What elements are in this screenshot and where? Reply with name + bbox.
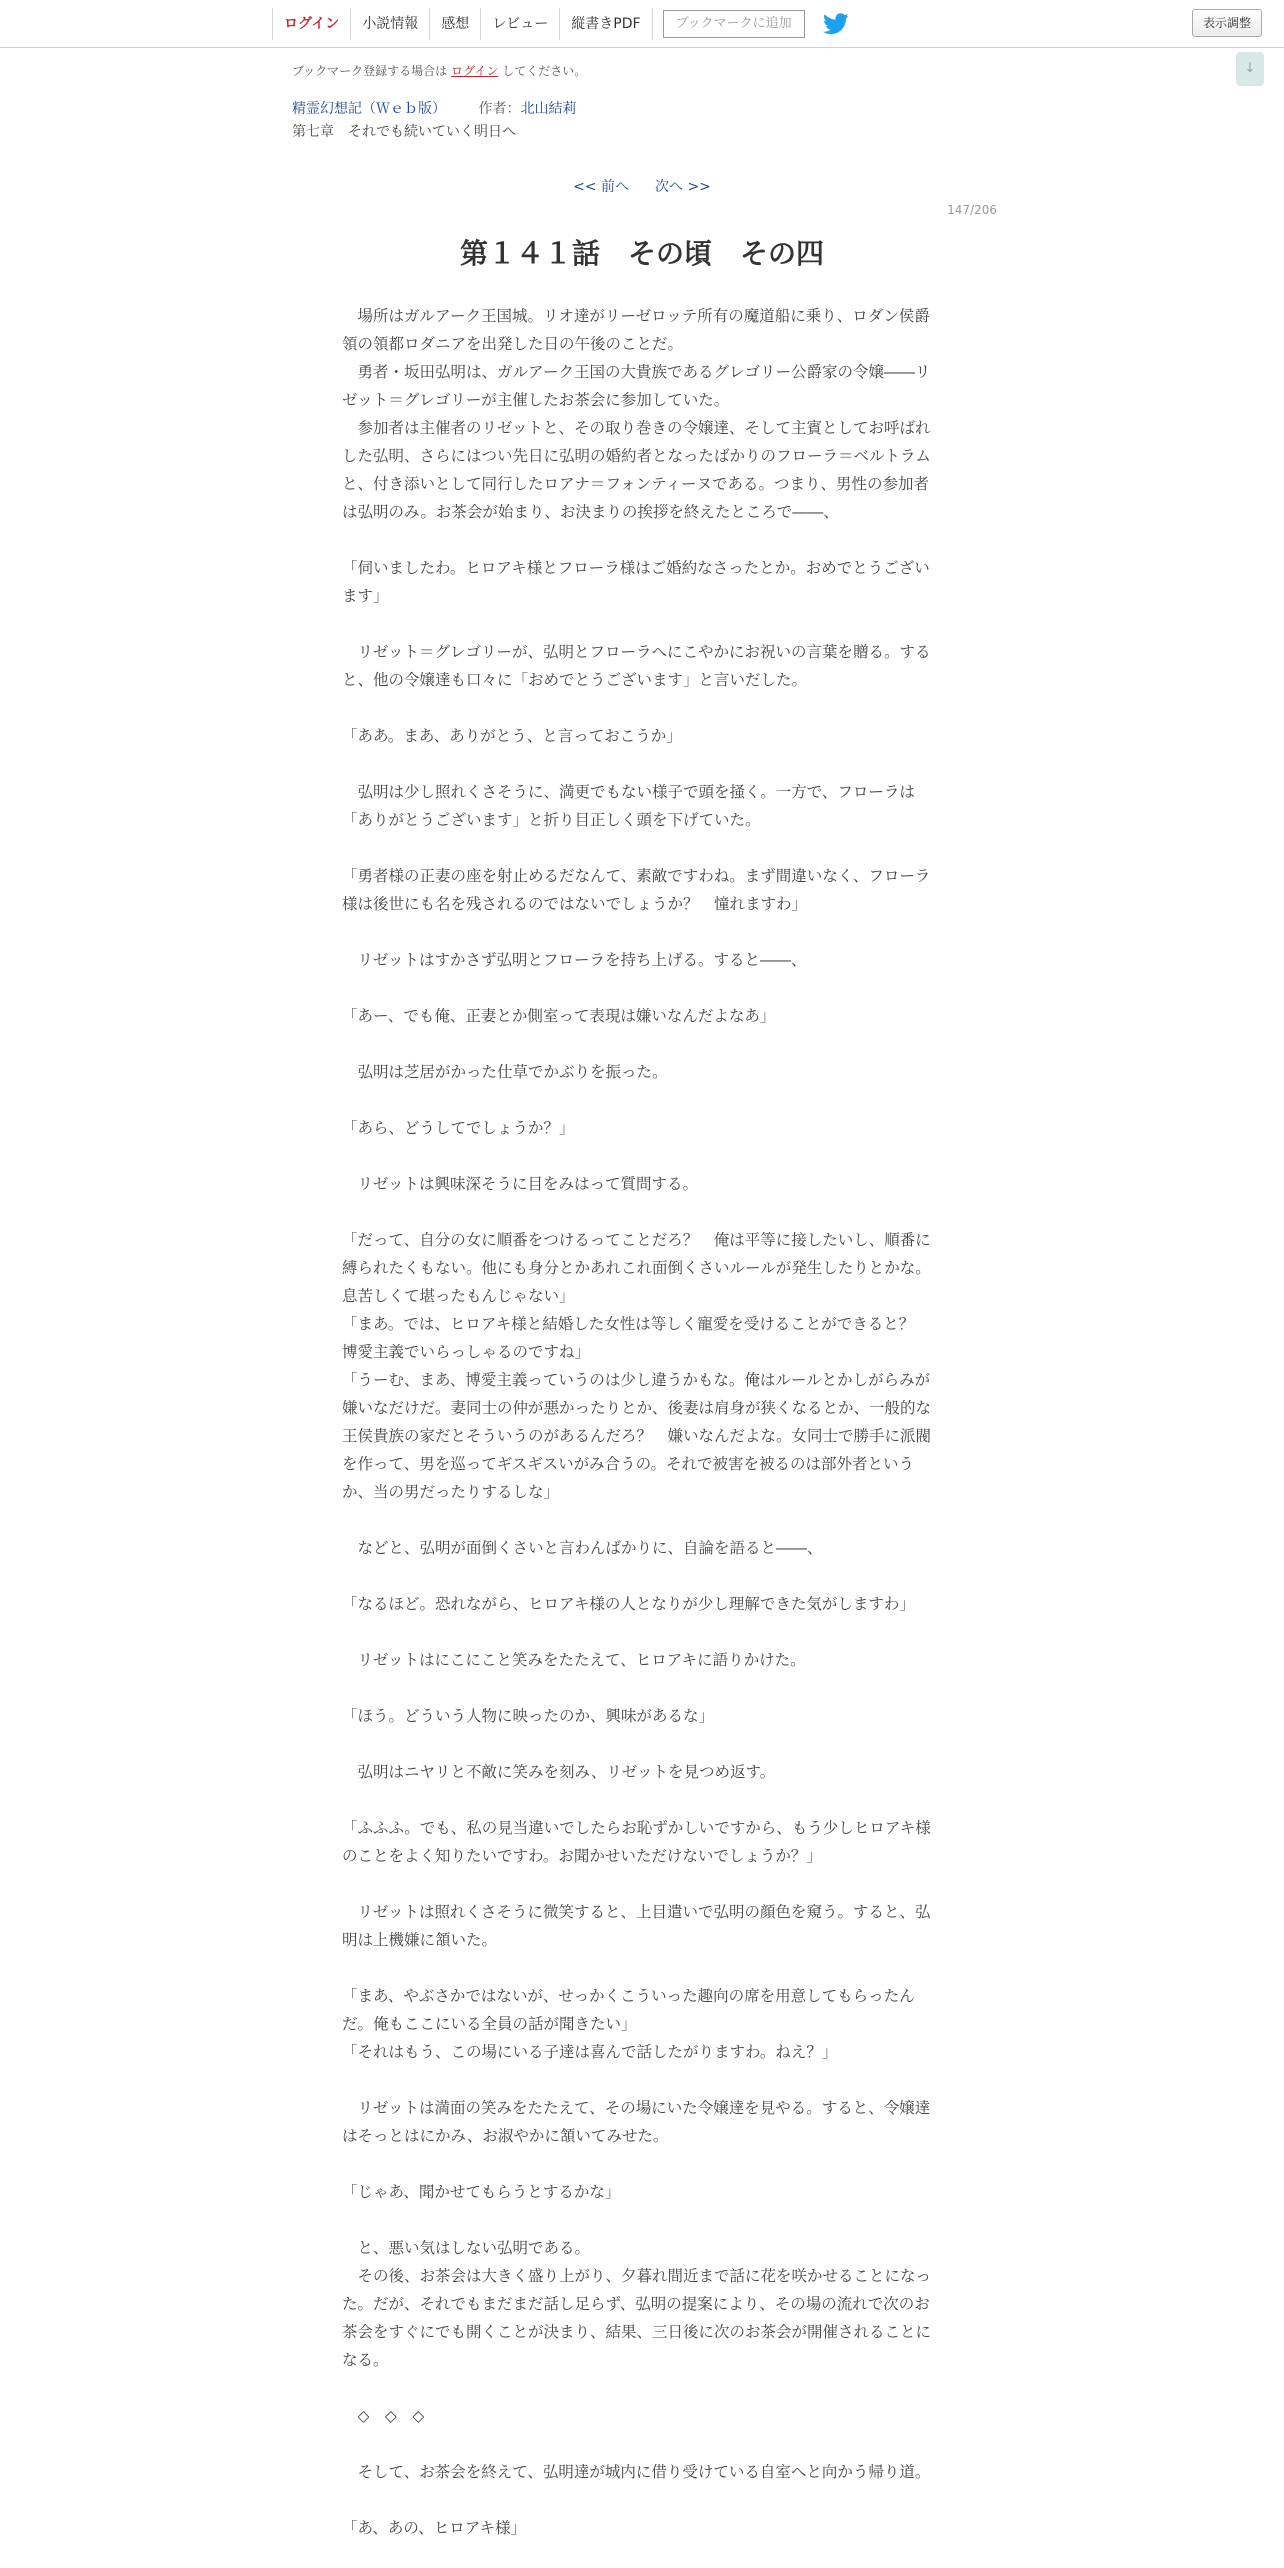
author-link[interactable]: 北山結莉	[520, 101, 577, 117]
body-paragraph: などと、弘明が面倒くさいと言わんばかりに、自論を語ると――、	[342, 1539, 823, 1557]
novel-title-link[interactable]: 精霊幻想記（Ｗｅｂ版）	[292, 101, 446, 117]
body-paragraph: 「あら、どうしてでしょうか？」	[342, 1119, 575, 1137]
body-paragraph	[342, 1954, 942, 1982]
body-paragraph: 弘明は少し照れくさそうに、満更でもない様子で頭を掻く。一方で、フローラは「ありがとうございます」と折り目正しく頭を下げていた。	[342, 783, 915, 829]
body-paragraph	[342, 1030, 942, 1058]
story-body	[342, 302, 942, 2542]
episode-title: 第１４１話 その頃 その四	[459, 237, 824, 270]
body-paragraph: 「まあ。では、ヒロアキ様と結婚した女性は等しく寵愛を受けることができると？ 博愛主義でいらっしゃるのですね」	[342, 1315, 930, 1361]
author-label: 作者：	[478, 101, 521, 117]
body-paragraph	[342, 1562, 942, 1590]
body-paragraph: そして、お茶会を終えて、弘明達が城内に借り受けている自室へと向かう帰り道。	[342, 2463, 931, 2481]
add-bookmark-button[interactable]: ブックマークに追加	[663, 10, 805, 38]
body-paragraph: 「まあ、やぶさかではないが、せっかくこういった趣向の席を用意してもらったんだ。俺もここにいる全員の話が聞きたい」	[342, 1987, 915, 2033]
body-paragraph: 「それはもう、この場にいる子達は喜んで話したがりますわ。ねえ？」	[342, 2043, 838, 2061]
body-paragraph	[342, 1674, 942, 1702]
body-paragraph: リゼットは興味深そうに目をみはって質問する。	[342, 1175, 699, 1193]
chapter-title: 第七章 それでも続いていく明日へ	[292, 124, 516, 140]
scroll-down-button[interactable]: ↓	[1236, 52, 1264, 86]
novel-info-line	[292, 98, 576, 118]
top-nav-bar	[0, 0, 1284, 48]
body-paragraph	[342, 2374, 942, 2402]
body-paragraph: 「ふふふ。でも、私の見当違いでしたらお恥ずかしいですから、もう少しヒロアキ様のことをよく知りたいですわ。お聞かせいただけないでしょうか？」	[342, 1819, 931, 1865]
body-paragraph	[342, 1198, 942, 1226]
nav-impressions[interactable]: 感想	[429, 8, 480, 40]
notice-login-link[interactable]: ログイン	[451, 64, 499, 78]
body-paragraph	[342, 2430, 942, 2458]
body-paragraph: ◇ ◇ ◇	[342, 2407, 425, 2425]
body-paragraph	[342, 526, 942, 554]
body-paragraph: 参加者は主催者のリゼットと、その取り巻きの令嬢達、そして主賓としてお呼ばれした弘明、さらにはつい先日に弘明の婚約者となったばかりのフローラ＝ベルトラムと、付き添いとして同行したロアナ＝フォンティーヌである。つまり、男性の参加者は弘明のみ。お茶会が始まり、お決まりの挨拶を終えたところで――、	[342, 419, 931, 521]
notice-text-before: ブックマーク登録する場合は	[292, 64, 448, 78]
body-paragraph: 「勇者様の正妻の座を射止めるだなんて、素敵ですわね。まず間違いなく、フローラ様は後世にも名を残されるのではないでしょうか？ 憧れますわ」	[342, 867, 931, 913]
notice-text-after: してください。	[502, 64, 587, 78]
body-paragraph	[342, 974, 942, 1002]
body-paragraph	[342, 694, 942, 722]
body-paragraph: 「なるほど。恐れながら、ヒロアキ様の人となりが少し理解できた気がしますわ」	[342, 1595, 915, 1613]
body-paragraph	[342, 610, 942, 638]
body-paragraph	[342, 2486, 942, 2514]
body-paragraph: 「うーむ、まあ、博愛主義っていうのは少し違うかもな。俺はルールとかしがらみが嫌いなだけだ。妻同士の仲が悪かったりとか、後妻は肩身が狭くなるとか、一般的な王侯貴族の家だとそういうのがあるんだろ？ 嫌いなんだよな。女同士で勝手に派閥を作って、男を巡ってギスギスいがみ合うの。それで被害を被るのは部外者というか、当の男だったりするしな」	[342, 1371, 932, 1501]
body-paragraph: 弘明は芝居がかった仕草でかぶりを振った。	[342, 1063, 668, 1081]
body-paragraph: 「あー、でも俺、正妻とか側室って表現は嫌いなんだよなあ」	[342, 1007, 776, 1025]
body-paragraph: と、悪い気はしない弘明である。	[342, 2239, 591, 2257]
body-paragraph: 「じゃあ、聞かせてもらうとするかな」	[342, 2183, 621, 2201]
body-paragraph	[342, 1618, 942, 1646]
nav-review[interactable]: レビュー	[480, 8, 559, 40]
body-paragraph	[342, 1506, 942, 1534]
body-paragraph: リゼットはすかさず弘明とフローラを持ち上げる。すると――、	[342, 951, 807, 969]
body-paragraph: 「あ、あの、ヒロアキ様」	[342, 2519, 527, 2537]
page-number: 147/206	[947, 203, 997, 217]
body-paragraph: リゼットは照れくさそうに微笑すると、上目遣いで弘明の顔色を窺う。すると、弘明は上機嫌に頷いた。	[342, 1903, 931, 1949]
body-paragraph	[342, 2150, 942, 2178]
body-paragraph: 「ほう。どういう人物に映ったのか、興味があるな」	[342, 1707, 715, 1725]
body-paragraph	[342, 1086, 942, 1114]
body-paragraph: 「だって、自分の女に順番をつけるってことだろ？ 俺は平等に接したいし、順番に縛られたくもない。他にも身分とかあれこれ面倒くさいルールが発生したりとかな。息苦しくて堪ったもんじゃない」	[342, 1231, 931, 1305]
next-page-link[interactable]: 次へ >>	[655, 179, 711, 195]
pager	[0, 176, 1284, 196]
body-paragraph	[342, 1730, 942, 1758]
body-paragraph	[342, 1786, 942, 1814]
twitter-icon[interactable]	[823, 12, 851, 36]
body-paragraph: リゼット＝グレゴリーが、弘明とフローラへにこやかにお祝いの言葉を贈る。すると、他の令嬢達も口々に「おめでとうございます」と言いだした。	[342, 643, 931, 689]
prev-page-link[interactable]: << 前へ	[573, 179, 629, 195]
body-paragraph: 勇者・坂田弘明は、ガルアーク王国の大貴族であるグレゴリー公爵家の令嬢――リゼット＝グレゴリーが主催したお茶会に参加していた。	[342, 363, 931, 409]
body-paragraph	[342, 2206, 942, 2234]
body-paragraph: 場所はガルアーク王国城。リオ達がリーゼロッテ所有の魔道船に乗り、ロダン侯爵領の領都ロダニアを出発した日の午後のことだ。	[342, 307, 930, 353]
nav-login[interactable]: ログイン	[272, 8, 350, 40]
bookmark-login-notice	[292, 62, 586, 79]
global-nav	[272, 8, 851, 40]
body-paragraph	[342, 834, 942, 862]
body-paragraph	[342, 750, 942, 778]
nav-vertical-pdf[interactable]: 縦書きPDF	[559, 8, 652, 40]
body-paragraph: リゼットは満面の笑みをたたえて、その場にいた令嬢達を見やる。すると、令嬢達はそっとはにかみ、お淑やかに頷いてみせた。	[342, 2099, 931, 2145]
display-settings-button[interactable]: 表示調整	[1192, 9, 1262, 37]
body-paragraph: その後、お茶会は大きく盛り上がり、夕暮れ間近まで話に花を咲かせることになった。だが、それでもまだまだ話し足らず、弘明の提案により、その場の流れで次のお茶会をすぐにでも開くことが決まり、結果、三日後に次のお茶会が開催されることになる。	[342, 2267, 932, 2369]
body-paragraph: 「ああ。まあ、ありがとう、と言っておこうか」	[342, 727, 682, 745]
body-paragraph	[342, 1870, 942, 1898]
body-paragraph: 「伺いましたわ。ヒロアキ様とフローラ様はご婚約なさったとか。おめでとうございます」	[342, 559, 930, 605]
body-paragraph	[342, 1142, 942, 1170]
nav-novel-info[interactable]: 小説情報	[350, 8, 429, 40]
body-paragraph: 弘明はニヤリと不敵に笑みを刻み、リゼットを見つめ返す。	[342, 1763, 776, 1781]
body-paragraph: リゼットはにこにこと笑みをたたえて、ヒロアキに語りかけた。	[342, 1651, 806, 1669]
body-paragraph	[342, 918, 942, 946]
body-paragraph	[342, 2066, 942, 2094]
